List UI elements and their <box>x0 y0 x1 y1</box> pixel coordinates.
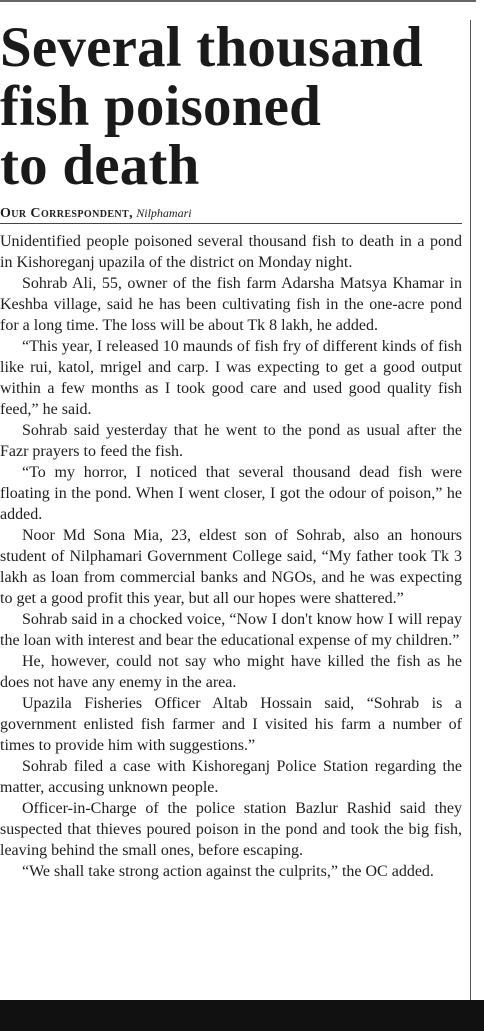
paragraph: “To my horror, I noticed that several thousand dead fish were floating in the pond. When I went closer, I got the odour of poison,” he added. <box>0 464 462 523</box>
column-divider <box>470 20 471 1000</box>
headline-line: fish poisoned <box>0 75 321 138</box>
headline-line: Several thousand <box>0 16 423 79</box>
byline-divider <box>0 223 462 224</box>
paragraph: “We shall take strong action against the culprits,” the OC added. <box>22 863 434 880</box>
headline <box>0 18 462 195</box>
paragraph: Sohrab said in a chocked voice, “Now I don't know how I will repay the loan with interest and bear the educational expense of my children.” <box>0 611 462 649</box>
paragraph: Sohrab said yesterday that he went to the pond as usual after the Fazr prayers to feed the fish. <box>0 422 462 460</box>
byline <box>0 204 462 222</box>
article <box>0 18 462 882</box>
paragraph: Noor Md Sona Mia, 23, eldest son of Sohrab, also an honours student of Nilphamari Government College said, “My father took Tk 3 lakh as loan from commercial banks and NGOs, and he was expecting to get a good profit this year, but all our hopes were shattered.” <box>0 527 462 607</box>
top-rule <box>0 0 476 2</box>
byline-author: Our Correspondent, <box>0 206 133 221</box>
paragraph: Sohrab Ali, 55, owner of the fish farm Adarsha Matsya Khamar in Keshba village, said he has been cultivating fish in the one-acre pond for a long time. The loss will be about Tk 8 lakh, he added. <box>0 275 462 334</box>
paragraph: “This year, I released 10 maunds of fish fry of different kinds of fish like rui, katol, mrigel and carp. I was expecting to get a good output within a few months as I took good care and used good quality fish feed,” he said. <box>0 338 462 418</box>
paragraph: Unidentified people poisoned several thousand fish to death in a pond in Kishoreganj upazila of the district on Monday night. <box>0 233 462 271</box>
paragraph: Sohrab filed a case with Kishoreganj Police Station regarding the matter, accusing unknown people. <box>0 758 462 796</box>
paragraph: Upazila Fisheries Officer Altab Hossain said, “Sohrab is a government enlisted fish farmer and I visited his farm a number of times to provide him with suggestions.” <box>0 695 462 754</box>
article-body <box>0 231 462 882</box>
paragraph: He, however, could not say who might have killed the fish as he does not have any enemy in the area. <box>0 653 462 691</box>
byline-location: Nilphamari <box>136 206 192 220</box>
headline-line: to death <box>0 134 200 197</box>
bottom-bar <box>0 1000 484 1031</box>
paragraph: Officer-in-Charge of the police station Bazlur Rashid said they suspected that thieves poured poison in the pond and took the big fish, leaving behind the small ones, before escaping. <box>0 800 462 859</box>
